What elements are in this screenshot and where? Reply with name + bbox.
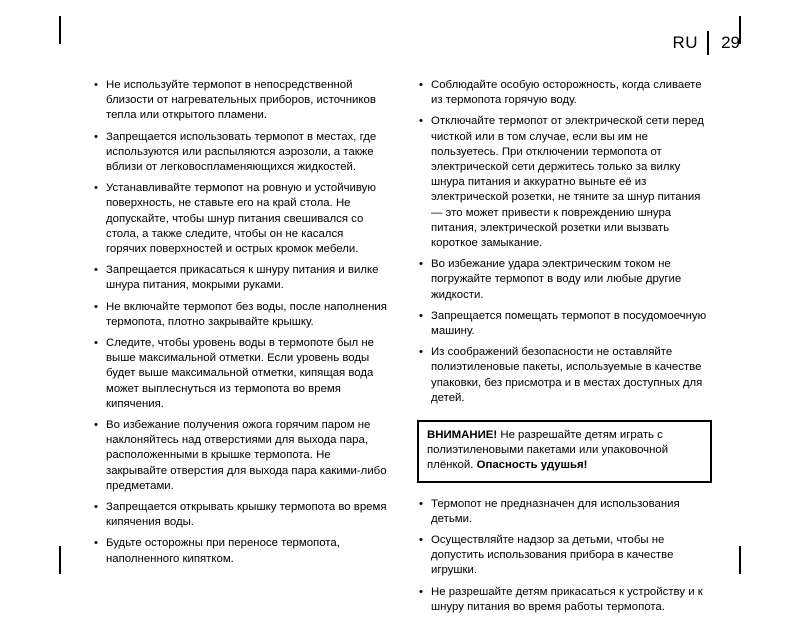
list-item: • Термопот не предназначен для использования детьми. xyxy=(417,497,712,527)
list-item: • Не включайте термопот без воды, после наполнения термопота, плотно закрывайте крышку. xyxy=(92,300,387,330)
page-header xyxy=(672,30,740,56)
crop-mark-bottom-right xyxy=(739,546,741,574)
right-bullet-list-bottom xyxy=(417,497,712,615)
warning-box xyxy=(417,420,712,483)
list-item: • Будьте осторожны при переносе термопота, наполненного кипятком. xyxy=(92,536,387,566)
list-item: • Запрещается использовать термопот в местах, где используются или распыляются аэрозоли, а также вблизи от легковоспламеняющихся жидкостей. xyxy=(92,130,387,176)
list-item: • Во избежание удара электрическим током не погружайте термопот в воду или любые другие жидкости. xyxy=(417,257,712,303)
crop-mark-bottom-left xyxy=(59,546,61,574)
right-bullet-list-top xyxy=(417,78,712,406)
list-item: • Соблюдайте особую осторожность, когда сливаете из термопота горячую воду. xyxy=(417,78,712,108)
list-item: • Запрещается прикасаться к шнуру питания и вилке шнура питания, мокрыми руками. xyxy=(92,263,387,293)
language-label: RU xyxy=(672,33,698,52)
list-item: • Отключайте термопот от электрической сети перед чисткой или в том случае, если вы им не пользуетесь. При отключении термопота от электрической сети держитесь только за вилку шнура питания и аккуратно выньте её из электрической розетки, не тяните за шнур питания — это может привести к повреждению шнура питания, электрической розетки или вызвать короткое замыкание. xyxy=(417,114,712,251)
body-columns xyxy=(92,78,712,621)
list-item: • Запрещается открывать крышку термопота во время кипячения воды. xyxy=(92,500,387,530)
list-item: • Не используйте термопот в непосредственной близости от нагревательных приборов, источников тепла или открытого пламени. xyxy=(92,78,387,124)
crop-mark-top-left xyxy=(59,16,61,44)
list-item: • Во избежание получения ожога горячим паром не наклоняйтесь над отверстиями для выхода пара, расположенными в крышке термопота. Не закрывайте отверстия для выхода пара какими-либо предметами. xyxy=(92,418,387,494)
list-item: • Не разрешайте детям прикасаться к устройству и к шнуру питания во время работы термопота. xyxy=(417,585,712,615)
list-item: • Устанавливайте термопот на ровную и устойчивую поверхность, не ставьте его на край стола. Не допускайте, чтобы шнур питания свешивался со стола, а также следите, чтобы он не касался горячих поверхностей и острых кромок мебели. xyxy=(92,181,387,257)
warning-text: Не разрешайте детям играть с полиэтиленовыми пакетами или упаковочной плёнкой. xyxy=(427,429,669,472)
right-column xyxy=(417,78,712,621)
warning-danger: Опасность удушья! xyxy=(476,459,588,472)
warning-title: ВНИМАНИЕ! xyxy=(427,429,498,442)
left-column xyxy=(92,78,387,621)
page-number: 29 xyxy=(721,33,740,52)
list-item: • Из соображений безопасности не оставляйте полиэтиленовые пакеты, используемые в качестве упаковки, без присмотра и в местах доступных для детей. xyxy=(417,345,712,406)
list-item: • Осуществляйте надзор за детьми, чтобы не допустить использования прибора в качестве игрушки. xyxy=(417,533,712,579)
list-item: • Запрещается помещать термопот в посудомоечную машину. xyxy=(417,309,712,339)
list-item: • Следите, чтобы уровень воды в термопоте был не выше максимальной отметки. Если уровень воды будет выше максимальной отметки, кипящая вода может выплеснуться из термопота во время кипячения. xyxy=(92,336,387,412)
left-bullet-list xyxy=(92,78,387,567)
